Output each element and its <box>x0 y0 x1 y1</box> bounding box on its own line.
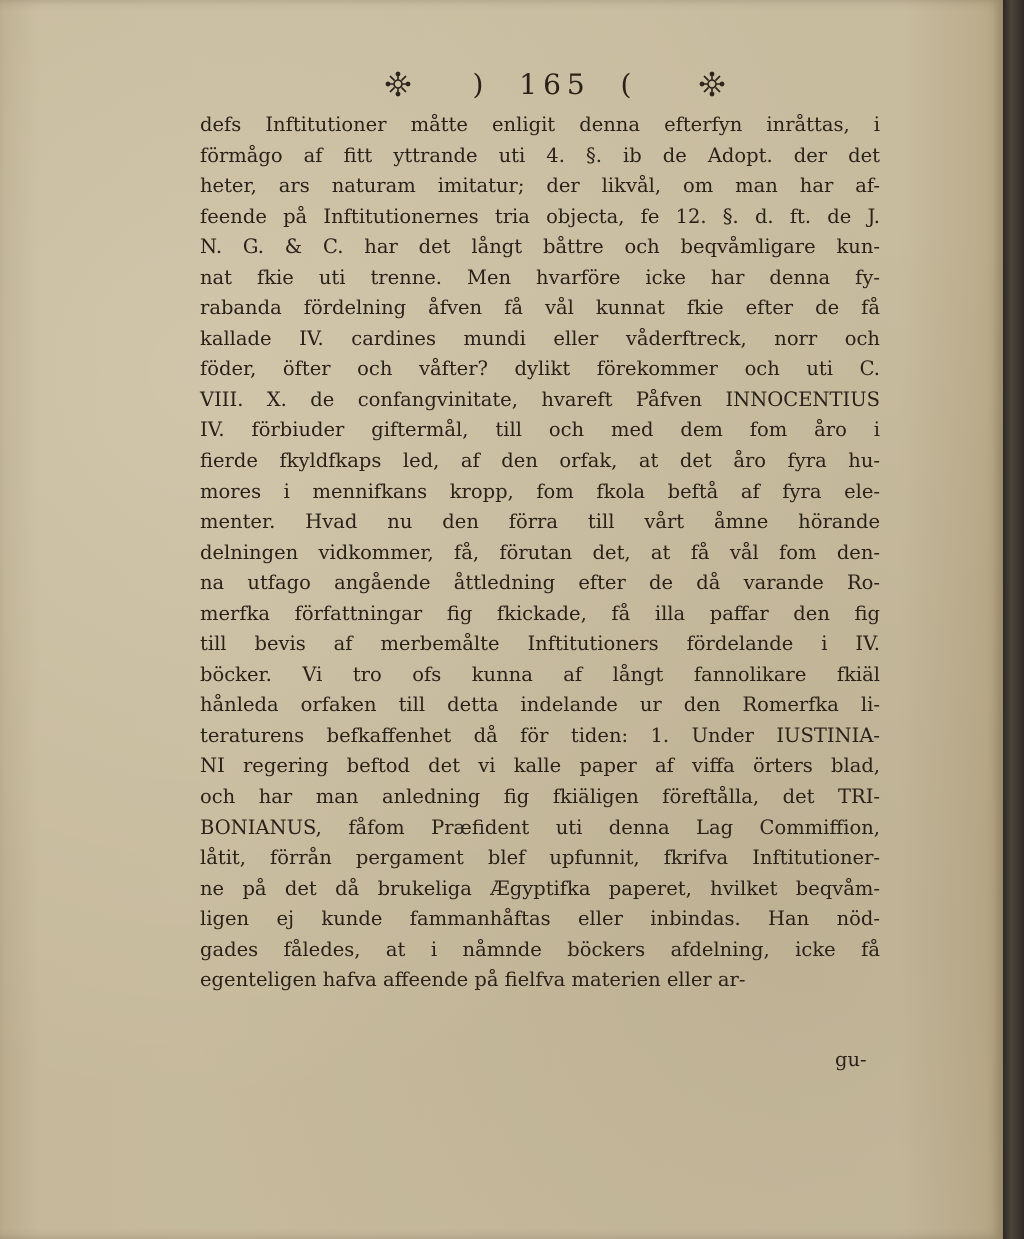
catchword: gu- <box>835 1048 867 1071</box>
text-line: rabanda fördelning åfven få vål kunnat fkie efter de få <box>200 296 880 320</box>
text-line: föder, öfter och våfter? dylikt förekommer och uti C. <box>200 357 880 381</box>
text-line: N. G. & C. har det långt båttre och beqvåmligare kun- <box>200 235 880 259</box>
text-line: och har man anledning fig fkiäligen föreftålla, det TRI- <box>200 785 880 809</box>
text-line: VIII. X. de confangvinitate, hvareft Påfven INNOCENTIUS <box>200 387 880 411</box>
text-line: förmågo af fitt yttrande uti 4. §. ib de Adopt. der det <box>200 143 880 167</box>
text-line: egenteligen hafva affeende på fielfva materien eller ar- <box>200 968 746 992</box>
text-line: låtit, förrån pergament blef upfunnit, fkrifva Inftitutioner- <box>200 846 880 870</box>
text-line: fierde fkyldfkaps led, af den orfak, at det åro fyra hu- <box>200 449 880 473</box>
page-header <box>385 62 725 106</box>
text-line: delningen vidkommer, få, förutan det, at få vål fom den- <box>200 540 880 564</box>
body-text <box>200 110 880 996</box>
book-edge <box>1003 0 1024 1239</box>
fleuron-ornament-icon <box>385 71 411 97</box>
text-line: feende på Inftitutionernes tria objecta, fe 12. §. d. ft. de J. <box>200 204 880 228</box>
text-line: heter, ars naturam imitatur; der likvål, om man har af- <box>200 174 880 198</box>
text-line: kallade IV. cardines mundi eller våderftreck, norr och <box>200 326 880 350</box>
text-line: nat fkie uti trenne. Men hvarföre icke har denna fy- <box>200 265 880 289</box>
text-line: NI regering beftod det vi kalle paper af viffa örters blad, <box>200 754 880 778</box>
text-line: menter. Hvad nu den förra till vårt åmne hörande <box>200 510 880 534</box>
text-line: merfka författningar fig fkickade, få illa paffar den fig <box>200 601 880 625</box>
text-line: ne på det då brukeliga Ægyptifka paperet, hvilket beqvåm- <box>200 876 880 900</box>
fleuron-ornament-icon <box>699 71 725 97</box>
text-line: till bevis af merbemålte Inftitutioners fördelande i IV. <box>200 632 880 656</box>
page-number: ) 165 ( <box>472 67 638 101</box>
text-line: mores i mennifkans kropp, fom fkola beftå af fyra ele- <box>200 479 880 503</box>
text-line: defs Inftitutioner måtte enligit denna efterfyn inråttas, i <box>200 113 880 136</box>
text-line: BONIANUS, fåfom Præfident uti denna Lag Commiffion, <box>200 815 880 839</box>
text-line: ligen ej kunde fammanhåftas eller inbindas. Han nöd- <box>200 907 880 931</box>
text-line: hånleda orfaken till detta indelande ur den Romerfka li- <box>200 693 880 717</box>
text-line: teraturens befkaffenhet då för tiden: 1. Under IUSTINIA- <box>200 723 880 747</box>
text-line: na utfago angående åttledning efter de då varande Ro- <box>200 571 880 595</box>
text-line: IV. förbiuder giftermål, till och med dem fom åro i <box>200 418 880 442</box>
text-line: böcker. Vi tro ofs kunna af långt fannolikare fkiäl <box>200 662 880 686</box>
text-line: gades fåledes, at i nåmnde böckers afdelning, icke få <box>200 937 880 961</box>
